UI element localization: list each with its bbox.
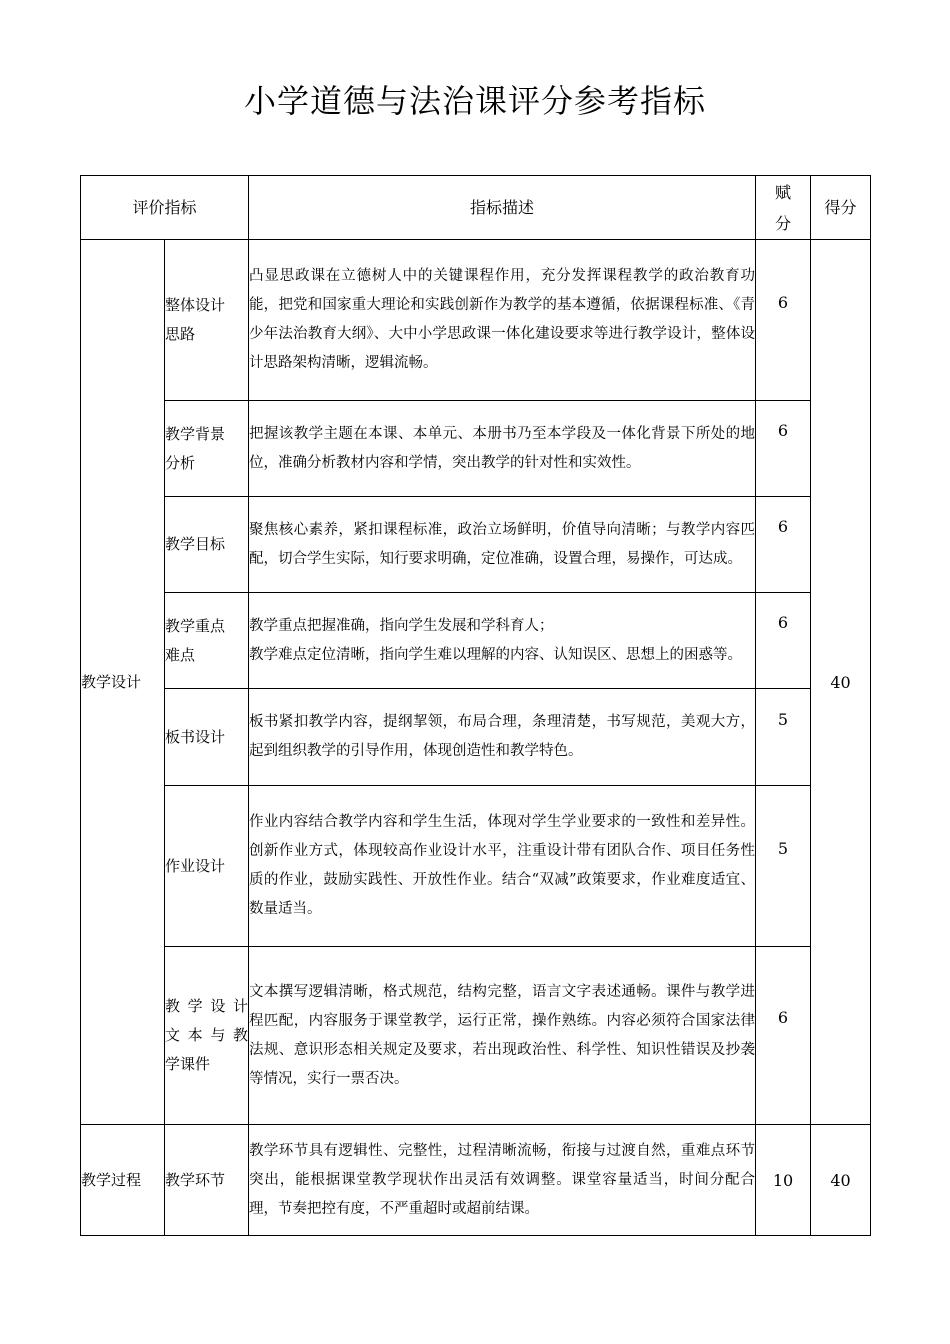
sub-indicator-line: 教学重点 bbox=[165, 616, 226, 635]
header-indicator: 评价指标 bbox=[81, 176, 249, 240]
points-value: 6 bbox=[777, 292, 789, 312]
header-assign-line-1: 赋 bbox=[775, 182, 792, 202]
description-line: 教学重点把握准确，指向学生发展和学科育人； bbox=[249, 617, 554, 634]
sub-indicator-line: 教学背景 bbox=[165, 424, 226, 443]
sub-indicator-line: 教学设计 bbox=[165, 997, 249, 1015]
indicator-description: 聚焦核心素养，紧扣课程标准，政治立场鲜明，价值导向清晰；与教学内容匹配，切合学生实际，知行要求明确，定位准确，设置合理，易操作，可达成。 bbox=[249, 497, 756, 593]
table-row bbox=[81, 497, 871, 593]
table-row bbox=[81, 1125, 871, 1236]
sub-indicator-line: 难点 bbox=[165, 645, 196, 664]
sub-indicator-line: 文本与教 bbox=[165, 1026, 249, 1044]
section-total-score: 40 bbox=[811, 240, 871, 1125]
points-value: 6 bbox=[777, 517, 789, 536]
table-row bbox=[81, 786, 871, 947]
sub-indicator bbox=[165, 593, 249, 689]
header-assign-line-2: 分 bbox=[775, 213, 792, 233]
category-teaching-process: 教学过程 bbox=[81, 1125, 165, 1236]
indicator-description: 作业内容结合教学内容和学生生活，体现对学生学业要求的一致性和差异性。创新作业方式，体现较高作业设计水平，注重设计带有团队合作、项目任务性质的作业，鼓励实践性、开放性作业。结合“双减”政策要求，作业难度适宜、数量适当。 bbox=[249, 786, 756, 947]
page-title: 小学道德与法治课评分参考指标 bbox=[243, 82, 706, 120]
category-teaching-design: 教学设计 bbox=[81, 240, 165, 1125]
sub-indicator: 板书设计 bbox=[165, 689, 249, 786]
sub-indicator-line: 思路 bbox=[165, 325, 196, 343]
sub-indicator-line: 分析 bbox=[165, 453, 196, 472]
table-header-row bbox=[81, 176, 871, 240]
header-description: 指标描述 bbox=[249, 176, 756, 240]
indicator-description: 板书紧扣教学内容，提纲挈领，布局合理，条理清楚，书写规范，美观大方，起到组织教学的引导作用，体现创造性和教学特色。 bbox=[249, 689, 756, 786]
sub-indicator bbox=[165, 947, 249, 1125]
assigned-points bbox=[756, 786, 811, 947]
points-value: 6 bbox=[777, 613, 789, 632]
points-value: 5 bbox=[777, 838, 789, 858]
assigned-points bbox=[756, 1125, 811, 1236]
indicator-description: 教学环节具有逻辑性、完整性，过程清晰流畅，衔接与过渡自然，重难点环节突出，能根据课堂教学现状作出灵活有效调整。课堂容量适当，时间分配合理，节奏把控有度，不严重超时或超前结课。 bbox=[249, 1125, 756, 1236]
table-row bbox=[81, 689, 871, 786]
table-row bbox=[81, 401, 871, 497]
table-row bbox=[81, 593, 871, 689]
points-value: 5 bbox=[777, 709, 789, 729]
description-line: 教学难点定位清晰，指向学生难以理解的内容、认知误区、思想上的困惑等。 bbox=[249, 646, 743, 663]
indicator-description: 文本撰写逻辑清晰，格式规范，结构完整，语言文字表述通畅。课件与教学进程匹配，内容服务于课堂教学，运行正常，操作熟练。内容必须符合国家法律法规、意识形态相关规定及要求，若出现政治性、科学性、知识性错误及抄袭等情况，实行一票否决。 bbox=[249, 947, 756, 1125]
sub-indicator: 作业设计 bbox=[165, 786, 249, 947]
table-row bbox=[81, 240, 871, 401]
sub-indicator bbox=[165, 240, 249, 401]
sub-indicator: 教学环节 bbox=[165, 1125, 249, 1236]
sub-indicator-line: 整体设计 bbox=[165, 296, 226, 314]
assigned-points bbox=[756, 689, 811, 786]
scoring-table bbox=[80, 175, 871, 1236]
header-score: 得分 bbox=[811, 176, 871, 240]
indicator-description: 凸显思政课在立德树人中的关键课程作用，充分发挥课程教学的政治教育功能，把党和国家重大理论和实践创新作为教学的基本遵循，依据课程标准、《青少年法治教育大纲》、大中小学思政课一体化建设要求等进行教学设计，整体设计思路架构清晰，逻辑流畅。 bbox=[249, 240, 756, 401]
header-assign-points bbox=[756, 176, 811, 240]
sub-indicator-line: 学课件 bbox=[165, 1055, 211, 1073]
points-value: 6 bbox=[777, 1008, 789, 1027]
indicator-description: 把握该教学主题在本课、本单元、本册书乃至本学段及一体化背景下所处的地位，准确分析教材内容和学情，突出教学的针对性和实效性。 bbox=[249, 401, 756, 497]
section-total-score: 40 bbox=[811, 1125, 871, 1236]
points-value: 6 bbox=[777, 421, 789, 440]
points-value: 10 bbox=[772, 1170, 794, 1190]
assigned-points bbox=[756, 401, 811, 497]
assigned-points bbox=[756, 240, 811, 401]
assigned-points bbox=[756, 947, 811, 1125]
assigned-points bbox=[756, 593, 811, 689]
assigned-points bbox=[756, 497, 811, 593]
table-row bbox=[81, 947, 871, 1125]
indicator-description bbox=[249, 593, 756, 689]
sub-indicator bbox=[165, 401, 249, 497]
sub-indicator: 教学目标 bbox=[165, 497, 249, 593]
